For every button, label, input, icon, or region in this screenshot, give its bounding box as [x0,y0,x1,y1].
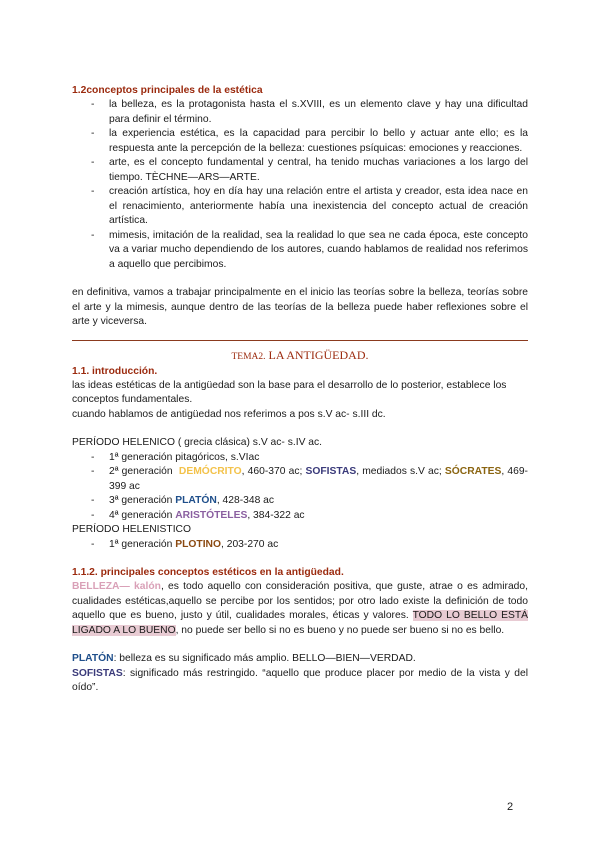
conclusion-paragraph: en definitiva, vamos a trabajar principalmente en el inicio las teorías sobre la belleza, teorías sobre el arte y la mimesis, aunque dentro de las teorías de la belleza puede haber reflexiones sobre el arte y viceversa. [72,287,528,327]
socrates-name: SÓCRATES [444,466,502,477]
tema-prefix: TEMA2. [231,351,266,362]
plotino-name: PLOTINO [175,538,221,550]
tema-title [72,347,528,365]
platon-term: PLATÓN [72,653,114,664]
tema-name: LA ANTIGÜEDAD. [268,347,369,362]
highlighted-phrase: TODO LO BELLO ESTÁ LIGADO A LO BUENO [72,610,529,636]
platon-name: PLATÓN [175,495,217,506]
sofistas-text: : significado más restringido. “aquello que produce placer por medio de la vista y del oído”. [72,667,528,693]
gen-text: , mediados s.V ac; [356,466,442,477]
helenistico-list [72,538,528,553]
list-item [72,509,528,524]
gen-label: 4ª generación [109,509,173,521]
sofistas-term: SOFISTAS [72,667,123,679]
gen-text: , 428-348 ac [216,495,275,506]
gen-label: 1ª generación [109,538,173,550]
gen-text: , 384-322 ac [247,509,305,521]
platon-paragraph [72,652,528,667]
section-heading-principales: 1.1.2. principales conceptos estéticos en la antigüedad. [72,567,344,578]
helenico-list [72,451,528,524]
sofistas-paragraph [72,667,528,696]
page-number: 2 [507,801,514,813]
list-item: - 1ª generación pitagóricos, s.VIac [72,451,528,466]
intro-paragraph-2: cuando hablamos de antigüedad nos referimos a pos s.V ac- s.III dc. [72,408,386,420]
list-item: - arte, es el concepto fundamental y central, ha tenido muchas variaciones a los largo del tiempo. TÈCHNE—ARS—ARTE. [72,156,528,185]
belleza-paragraph [72,580,528,638]
platon-text: : belleza es su significado más amplio. BELLO—BIEN—VERDAD. [113,653,416,664]
belleza-text: , es todo aquello con consideración positiva, que guste, atrae o es admirado, cualidades estéticas,aquello se percibe por los sentidos; por otro lado existe la definición de todo aquello que es bueno, justo y útil, cualidades morales, éticas y valores. [72,581,528,621]
divider [72,340,528,341]
list-item: - la belleza, es la protagonista hasta el s.XVIII, es un elemento clave y hay una dificultad para definir el término. [72,98,528,127]
document-page [72,84,528,696]
list-item [72,494,528,509]
list-item: - mimesis, imitación de la realidad, sea la realidad lo que sea ne cada época, este concepto va a variar mucho dependiendo de los autores, cuando hablamos de realidad nos referimos a aquello que percibimos. [72,229,528,273]
gen-text: , 203-270 ac [221,538,279,550]
gen-text: , 469-399 ac [109,466,528,492]
list-item [72,465,528,494]
list-item [72,538,528,553]
highlight-rest: , no puede ser bello si no es bueno y no puede ser bueno si no es bello. [175,624,505,636]
intro-paragraph: las ideas estéticas de la antigüedad son la base para el desarrollo de lo posterior, establece los conceptos fundamentales. [72,379,507,405]
list-item: - creación artística, hoy en día hay una relación entre el artista y creador, esta idea nace en el renacimiento, anteriormente había una inexistencia del concepto actual de creación artística. [72,185,528,229]
belleza-term: BELLEZA— kalón [72,581,161,592]
list-item: - la experiencia estética, es la capacidad para percibir lo bello y actuar ante ello; es la respuesta ante la percepción de la belleza: cuestiones psíquicas: emociones y reacciones. [72,127,528,156]
gen-label: 3ª generación [109,495,173,506]
gen-text: , 460-370 ac; [241,466,303,477]
helenico-heading: PERÍODO HELENICO ( grecia clásica) s.V ac- s.IV ac. [72,437,323,448]
concepts-list [72,98,528,272]
democrito-name: DEMÓCRITO [178,466,242,477]
aristoteles-name: ARISTÓTELES [175,509,248,521]
section-heading-intro: 1.1. introducción. [72,365,158,377]
helenistico-heading: PERÍODO HELENISTICO [72,524,192,535]
sofistas-name: SOFISTAS [305,466,357,477]
section-heading-conceptos: 1.2conceptos principales de la estética [72,85,263,96]
gen-label: 2ª generación [109,466,173,477]
